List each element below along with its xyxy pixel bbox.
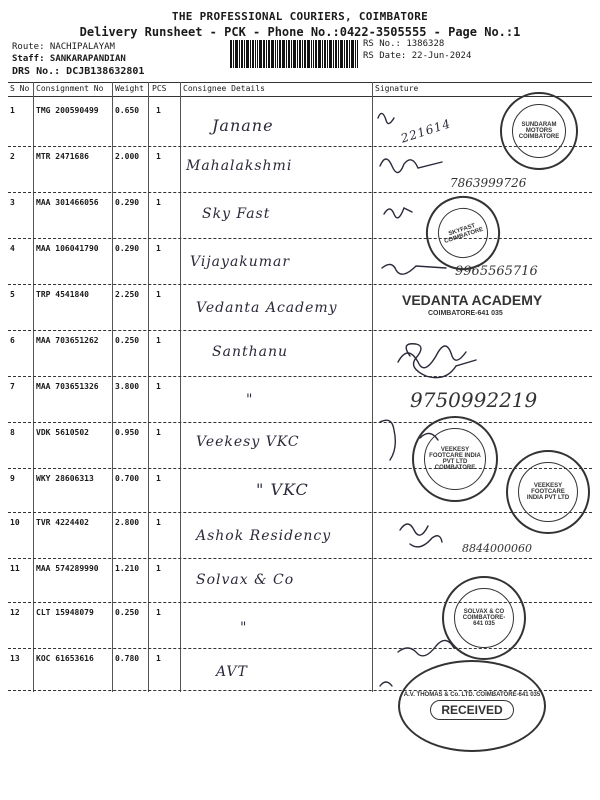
row-pcs: 1: [156, 244, 161, 253]
stamp-text: SUNDARAM MOTORS COIMBATORE: [518, 122, 560, 140]
row-weight: 2.000: [115, 152, 140, 161]
row-sno: 4: [10, 244, 15, 253]
row-consignment: CLT 15948079: [36, 608, 94, 617]
row-weight: 0.250: [115, 608, 140, 617]
row-pcs: 1: [156, 152, 161, 161]
row-sno: 10: [10, 518, 20, 527]
vedanta-stamp-title: VEDANTA ACADEMY: [402, 292, 543, 308]
col-header-consignee: Consignee Details: [183, 84, 265, 93]
rs-number: RS No.: 1386328: [363, 39, 445, 49]
drs-number: DRS No.: DCJB138632801: [12, 66, 145, 77]
row-consignee: Vijayakumar: [190, 254, 291, 270]
row-pcs: 1: [156, 564, 161, 573]
col-header-weight: Weight: [115, 84, 144, 93]
row-weight: 0.950: [115, 428, 140, 437]
row-consignee: Solvax & Co: [196, 572, 295, 588]
header-top-rule: [8, 82, 592, 83]
row-weight: 0.290: [115, 198, 140, 207]
row-pcs: 1: [156, 608, 161, 617]
stamp-text: VEEKESY FOOTCARE INDIA PVT LTD COIMBATORE: [429, 447, 481, 471]
row-consignment: MAA 574289990: [36, 564, 99, 573]
row-weight: 3.800: [115, 382, 140, 391]
row-weight: 2.250: [115, 290, 140, 299]
row-consignment: WKY 28606313: [36, 474, 94, 483]
row-pcs: 1: [156, 428, 161, 437]
row-pcs: 1: [156, 336, 161, 345]
col-header-signature: Signature: [375, 84, 419, 93]
header-bottom-rule: [8, 96, 592, 97]
row-consignee: Mahalakshmi: [186, 158, 293, 174]
row-sno: 5: [10, 290, 15, 299]
signature-phone: 9750992219: [410, 388, 538, 412]
company-title: THE PROFESSIONAL COURIERS, COIMBATORE: [171, 10, 429, 23]
row-consignee: ": [240, 620, 248, 636]
veekesy-stamp-second: [506, 450, 590, 534]
col-header-sno: S No: [10, 84, 30, 93]
col-separator: [148, 82, 149, 692]
col-separator: [33, 82, 34, 692]
row-consignment: MAA 301466056: [36, 198, 99, 207]
signature-date: 221614: [399, 116, 453, 146]
row-sno: 13: [10, 654, 20, 663]
row-consignee: Janane: [212, 116, 274, 135]
row-weight: 0.780: [115, 654, 140, 663]
row-sno: 8: [10, 428, 15, 437]
signature-phone: 7863999726: [450, 176, 527, 190]
row-sno: 11: [10, 564, 20, 573]
row-consignee: Veekesy VKC: [196, 434, 300, 450]
row-weight: 0.250: [115, 336, 140, 345]
row-consignee: Ashok Residency: [196, 528, 332, 544]
row-weight: 0.650: [115, 106, 140, 115]
received-label: RECEIVED: [430, 700, 513, 720]
stamp-text: VEEKESY FOOTCARE INDIA PVT LTD: [526, 483, 570, 501]
row-weight: 0.700: [115, 474, 140, 483]
row-consignee: Santhanu: [212, 344, 288, 360]
row-consignee: AVT: [216, 664, 248, 680]
row-consignment: KOC 61653616: [36, 654, 94, 663]
row-pcs: 1: [156, 290, 161, 299]
row-consignment: VDK 5610502: [36, 428, 89, 437]
stamp-text: SOLVAX & CO COIMBATORE-641 035: [462, 609, 506, 627]
runsheet-subtitle: Delivery Runsheet - PCK - Phone No.:0422-3505555 - Page No.:1: [79, 25, 521, 39]
row-weight: 1.210: [115, 564, 140, 573]
stamp-ring-text: A.V. THOMAS & Co. LTD. COIMBATORE-641 035: [403, 692, 541, 698]
row-consignee: " VKC: [256, 480, 309, 499]
row-consignee: Vedanta Academy: [196, 300, 338, 316]
row-pcs: 1: [156, 198, 161, 207]
route-label: Route: NACHIPALAYAM: [12, 42, 115, 52]
sundaram-motors-stamp: [500, 92, 578, 170]
row-weight: 2.800: [115, 518, 140, 527]
row-consignment: MTR 2471686: [36, 152, 89, 161]
row-consignee: ": [246, 392, 254, 408]
rs-date: RS Date: 22-Jun-2024: [363, 51, 472, 61]
row-sno: 7: [10, 382, 15, 391]
row-pcs: 1: [156, 654, 161, 663]
row-consignment: TMG 200590499: [36, 106, 99, 115]
veekesy-stamp: [412, 416, 498, 502]
col-header-pcs: PCS: [152, 84, 167, 93]
row-pcs: 1: [156, 106, 161, 115]
col-header-consignment: Consignment No: [36, 84, 104, 93]
row-consignment: TRP 4541840: [36, 290, 89, 299]
row-consignment: MAA 703651262: [36, 336, 99, 345]
barcode-image: [230, 40, 358, 68]
vedanta-stamp-address: COIMBATORE-641 035: [428, 310, 503, 317]
row-sno: 2: [10, 152, 15, 161]
stamp-text: SKYFAST COIMBATORE: [443, 223, 485, 245]
row-pcs: 1: [156, 518, 161, 527]
row-pcs: 1: [156, 382, 161, 391]
row-pcs: 1: [156, 474, 161, 483]
col-separator: [112, 82, 113, 692]
staff-label: Staff: SANKARAPANDIAN: [12, 54, 126, 64]
row-sno: 3: [10, 198, 15, 207]
row-sno: 12: [10, 608, 20, 617]
col-separator: [180, 82, 181, 692]
signature-phone: 8844000060: [462, 542, 532, 555]
row-consignment: MAA 703651326: [36, 382, 99, 391]
row-consignment: MAA 106041790: [36, 244, 99, 253]
row-consignment: TVR 4224402: [36, 518, 89, 527]
row-sno: 1: [10, 106, 15, 115]
row-weight: 0.290: [115, 244, 140, 253]
solvax-stamp: [442, 576, 526, 660]
row-sno: 9: [10, 474, 15, 483]
row-consignee: Sky Fast: [202, 206, 271, 222]
av-thomas-received-stamp: [398, 660, 546, 752]
row-sno: 6: [10, 336, 15, 345]
signature-phone: 9965565716: [455, 264, 538, 279]
